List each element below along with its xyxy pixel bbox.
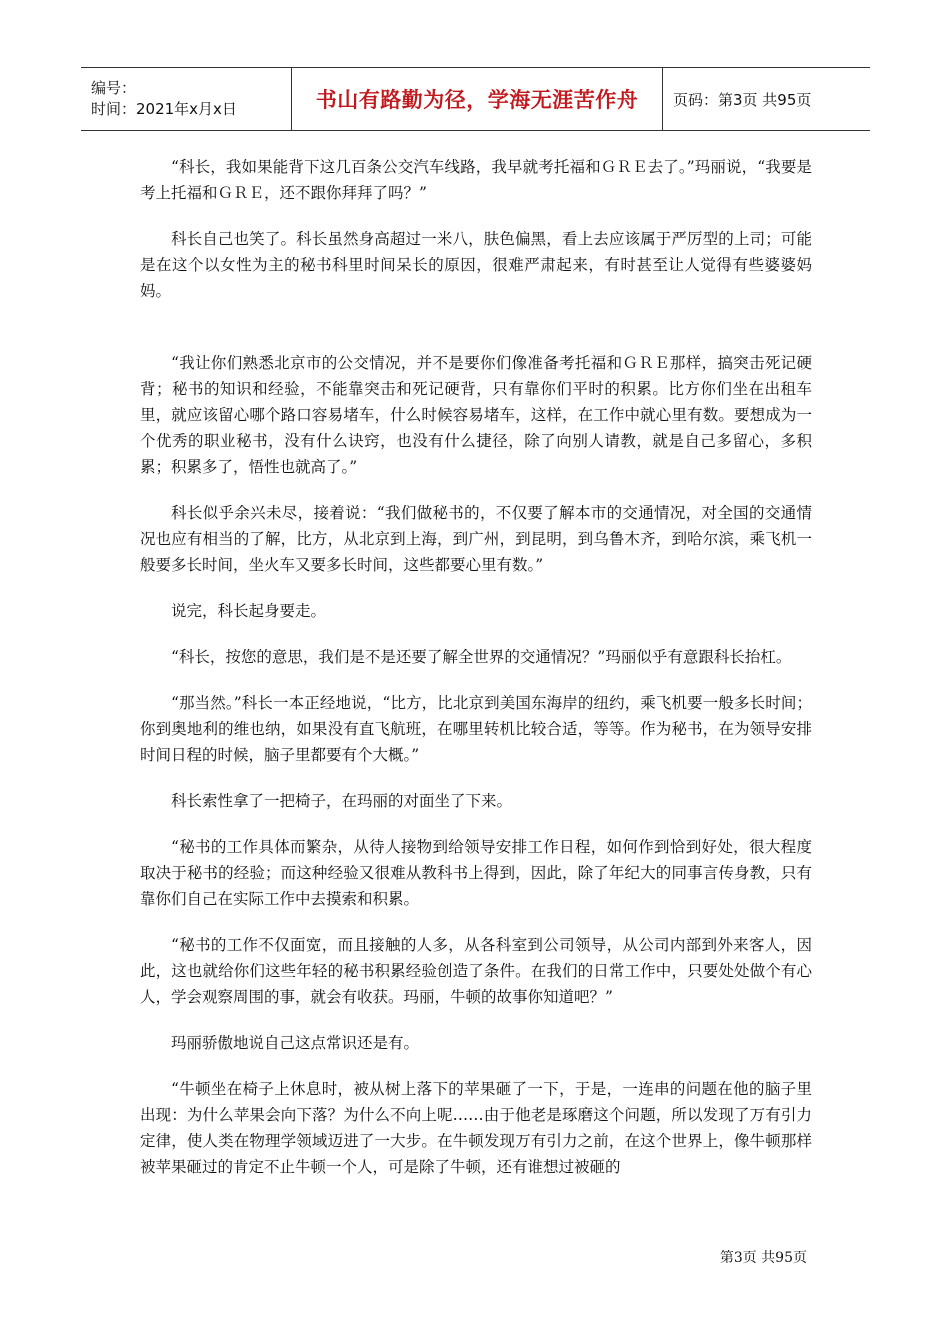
- page-footer: 第3页 共95页: [719, 1250, 807, 1266]
- body-text: [140, 154, 812, 1200]
- page-number-label: 页码：第3页 共95页: [673, 90, 812, 109]
- page-header: [81, 67, 870, 131]
- paragraph: “秘书的工作不仅面宽，而且接触的人多，从各科室到公司领导，从公司内部到外来客人，因此，这也就给你们这些年轻的秘书积累经验创造了条件。在我们的日常工作中，只要处处做个有心人，学会观察周围的事，就会有收获。玛丽，牛顿的故事你知道吧？”: [140, 936, 812, 1006]
- header-meta: [81, 68, 291, 130]
- paragraph: 科长似乎余兴未尽，接着说：“我们做秘书的，不仅要了解本市的交通情况，对全国的交通情况也应有相当的了解，比方，从北京到上海，到广州，到昆明，到乌鲁木齐，到哈尔滨，乘飞机一般要多长时间，坐火车又要多长时间，这些都要心里有数。”: [140, 504, 812, 574]
- paragraph: 科长自己也笑了。科长虽然身高超过一米八，肤色偏黑，看上去应该属于严厉型的上司；可能是在这个以女性为主的秘书科里时间呆长的原因，很难严肃起来，有时甚至让人觉得有些婆婆妈妈。: [140, 230, 812, 300]
- header-page-cell: [663, 68, 870, 130]
- number-label: 编号：: [91, 79, 137, 97]
- paragraph: “科长，我如果能背下这几百条公交汽车线路，我早就考托福和ＧＲＥ去了。”玛丽说，“我要是考上托福和ＧＲＥ，还不跟你拜拜了吗？”: [140, 158, 812, 202]
- header-motto-cell: [291, 68, 663, 130]
- paragraph: “科长，按您的意思，我们是不是还要了解全世界的交通情况？”玛丽似乎有意跟科长抬杠。: [171, 648, 792, 666]
- time-label: 时间：2021年x月x日: [91, 100, 237, 118]
- paragraph: “秘书的工作具体而繁杂，从待人接物到给领导安排工作日程，如何作到恰到好处，很大程度取决于秘书的经验；而这种经验又很难从教科书上得到，因此，除了年纪大的同事言传身教，只有靠你们自己在实际工作中去摸索和积累。: [140, 838, 812, 908]
- motto-text: 书山有路勤为径，学海无涯苦作舟: [315, 88, 639, 112]
- paragraph: “牛顿坐在椅子上休息时，被从树上落下的苹果砸了一下，于是，一连串的问题在他的脑子里出现：为什么苹果会向下落？为什么不向上呢……由于他老是琢磨这个问题，所以发现了万有引力定律，使人类在物理学领域迈进了一大步。在牛顿发现万有引力之前，在这个世界上，像牛顿那样被苹果砸过的肯定不止牛顿一个人，可是除了牛顿，还有谁想过被砸的: [140, 1080, 812, 1176]
- paragraph: “我让你们熟悉北京市的公交情况，并不是要你们像准备考托福和ＧＲＥ那样，搞突击死记硬背；秘书的知识和经验，不能靠突击和死记硬背，只有靠你们平时的积累。比方你们坐在出租车里，就应该留心哪个路口容易堵车，什么时候容易堵车，这样，在工作中就心里有数。要想成为一个优秀的职业秘书，没有什么诀窍，也没有什么捷径，除了向别人请教，就是自己多留心，多积累；积累多了，悟性也就高了。”: [140, 354, 812, 476]
- paragraph: 玛丽骄傲地说自己这点常识还是有。: [171, 1034, 420, 1052]
- paragraph: 说完，科长起身要走。: [171, 602, 327, 620]
- paragraph: “那当然。”科长一本正经地说，“比方，比北京到美国东海岸的纽约，乘飞机要一般多长时间；你到奥地利的维也纳，如果没有直飞航班，在哪里转机比较合适，等等。作为秘书，在为领导安排时间日程的时候，脑子里都要有个大概。”: [140, 694, 812, 764]
- paragraph: 科长索性拿了一把椅子，在玛丽的对面坐了下来。: [171, 792, 513, 810]
